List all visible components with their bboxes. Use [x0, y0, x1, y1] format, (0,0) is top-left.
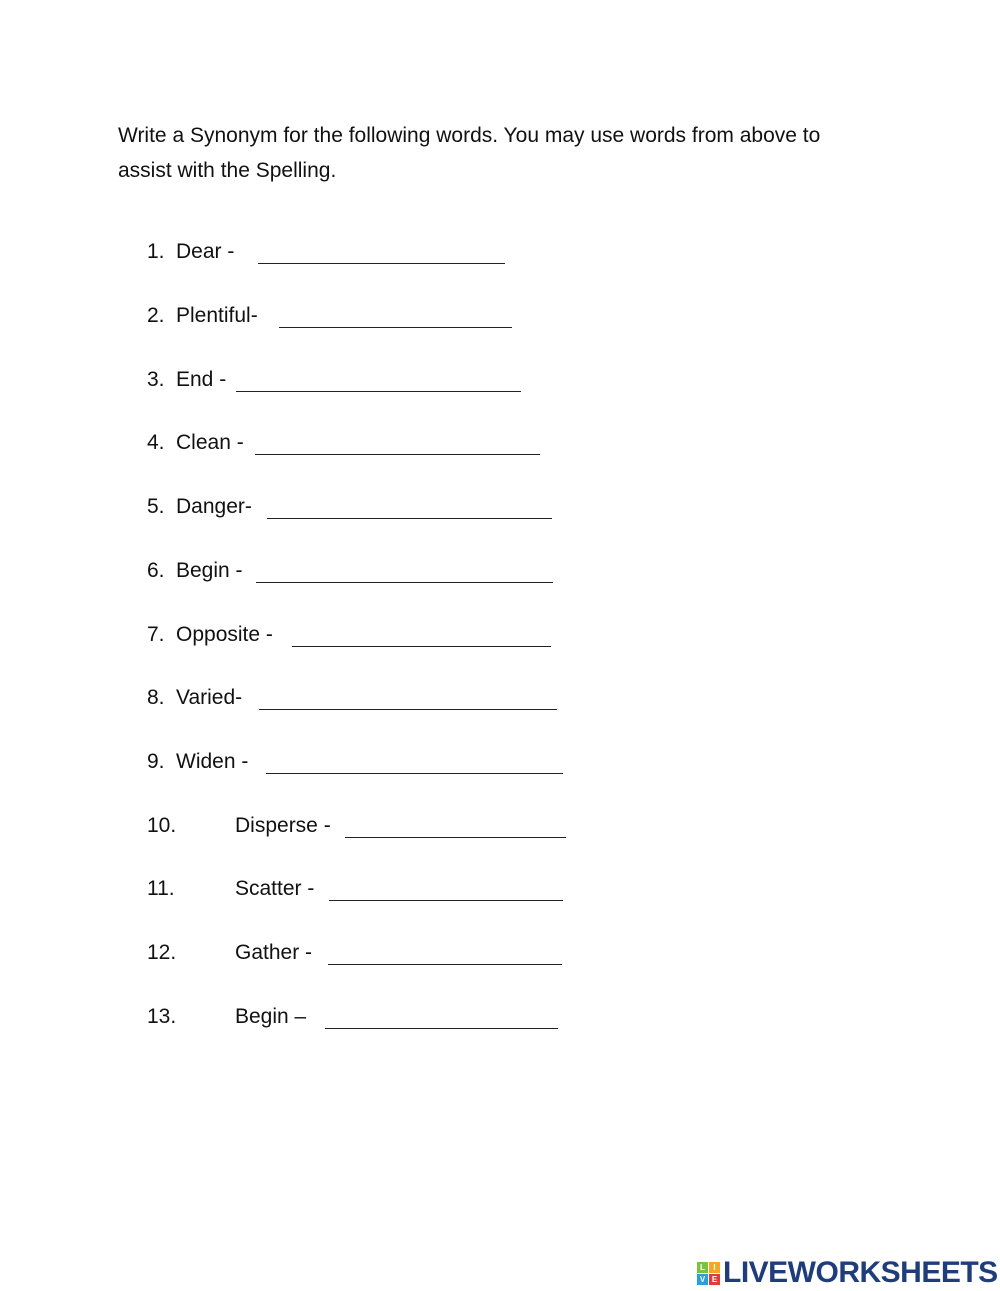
logo-tiles-icon: [697, 1262, 720, 1285]
list-item: [0, 428, 1000, 458]
list-item: [0, 556, 1000, 586]
item-word: Disperse -: [235, 814, 331, 837]
answer-input[interactable]: [266, 749, 563, 774]
item-word: Widen -: [176, 750, 249, 773]
answer-input[interactable]: [255, 430, 540, 455]
answer-input[interactable]: [267, 494, 552, 519]
logo-tile: V: [697, 1274, 708, 1285]
list-item: [0, 492, 1000, 522]
item-word: Opposite -: [176, 623, 273, 646]
item-number: 12.: [147, 941, 177, 964]
item-word: Clean -: [176, 431, 244, 454]
logo-text: LIVEWORKSHEETS: [723, 1256, 998, 1289]
item-number: 4.: [147, 431, 165, 454]
answer-input[interactable]: [279, 303, 512, 328]
liveworksheets-logo: [697, 1256, 998, 1290]
list-item: [0, 747, 1000, 777]
list-item: [0, 365, 1000, 395]
item-number: 2.: [147, 304, 165, 327]
answer-input[interactable]: [258, 239, 505, 264]
list-item: [0, 938, 1000, 968]
item-number: 7.: [147, 623, 165, 646]
answer-input[interactable]: [292, 622, 551, 647]
list-item: [0, 620, 1000, 650]
item-word: Varied-: [176, 686, 243, 709]
list-item: [0, 811, 1000, 841]
list-item: [0, 683, 1000, 713]
answer-input[interactable]: [329, 876, 563, 901]
item-number: 3.: [147, 368, 165, 391]
item-number: 10.: [147, 814, 177, 837]
item-word: End -: [176, 368, 227, 391]
answer-input[interactable]: [328, 940, 562, 965]
item-number: 13.: [147, 1005, 177, 1028]
logo-tile: I: [709, 1262, 720, 1273]
item-word: Dear -: [176, 240, 235, 263]
list-item: [0, 874, 1000, 904]
answer-input[interactable]: [345, 813, 566, 838]
logo-tile: L: [697, 1262, 708, 1273]
answer-input[interactable]: [256, 558, 553, 583]
answer-input[interactable]: [259, 685, 557, 710]
item-number: 9.: [147, 750, 165, 773]
item-word: Gather -: [235, 941, 313, 964]
item-number: 6.: [147, 559, 165, 582]
answer-input[interactable]: [236, 367, 521, 392]
list-item: [0, 1002, 1000, 1032]
list-item: [0, 301, 1000, 331]
instructions: Write a Synonym for the following words. You may use words from above to assist with the Spelling.: [118, 124, 821, 182]
item-word: Plentiful-: [176, 304, 258, 327]
item-word: Begin –: [235, 1005, 307, 1028]
item-number: 5.: [147, 495, 165, 518]
item-number: 1.: [147, 240, 165, 263]
item-number: 8.: [147, 686, 165, 709]
answer-input[interactable]: [325, 1004, 558, 1029]
list-item: [0, 237, 1000, 267]
item-word: Scatter -: [235, 877, 315, 900]
item-number: 11.: [147, 877, 175, 900]
item-word: Danger-: [176, 495, 252, 518]
item-word: Begin -: [176, 559, 243, 582]
logo-tile: E: [709, 1274, 720, 1285]
